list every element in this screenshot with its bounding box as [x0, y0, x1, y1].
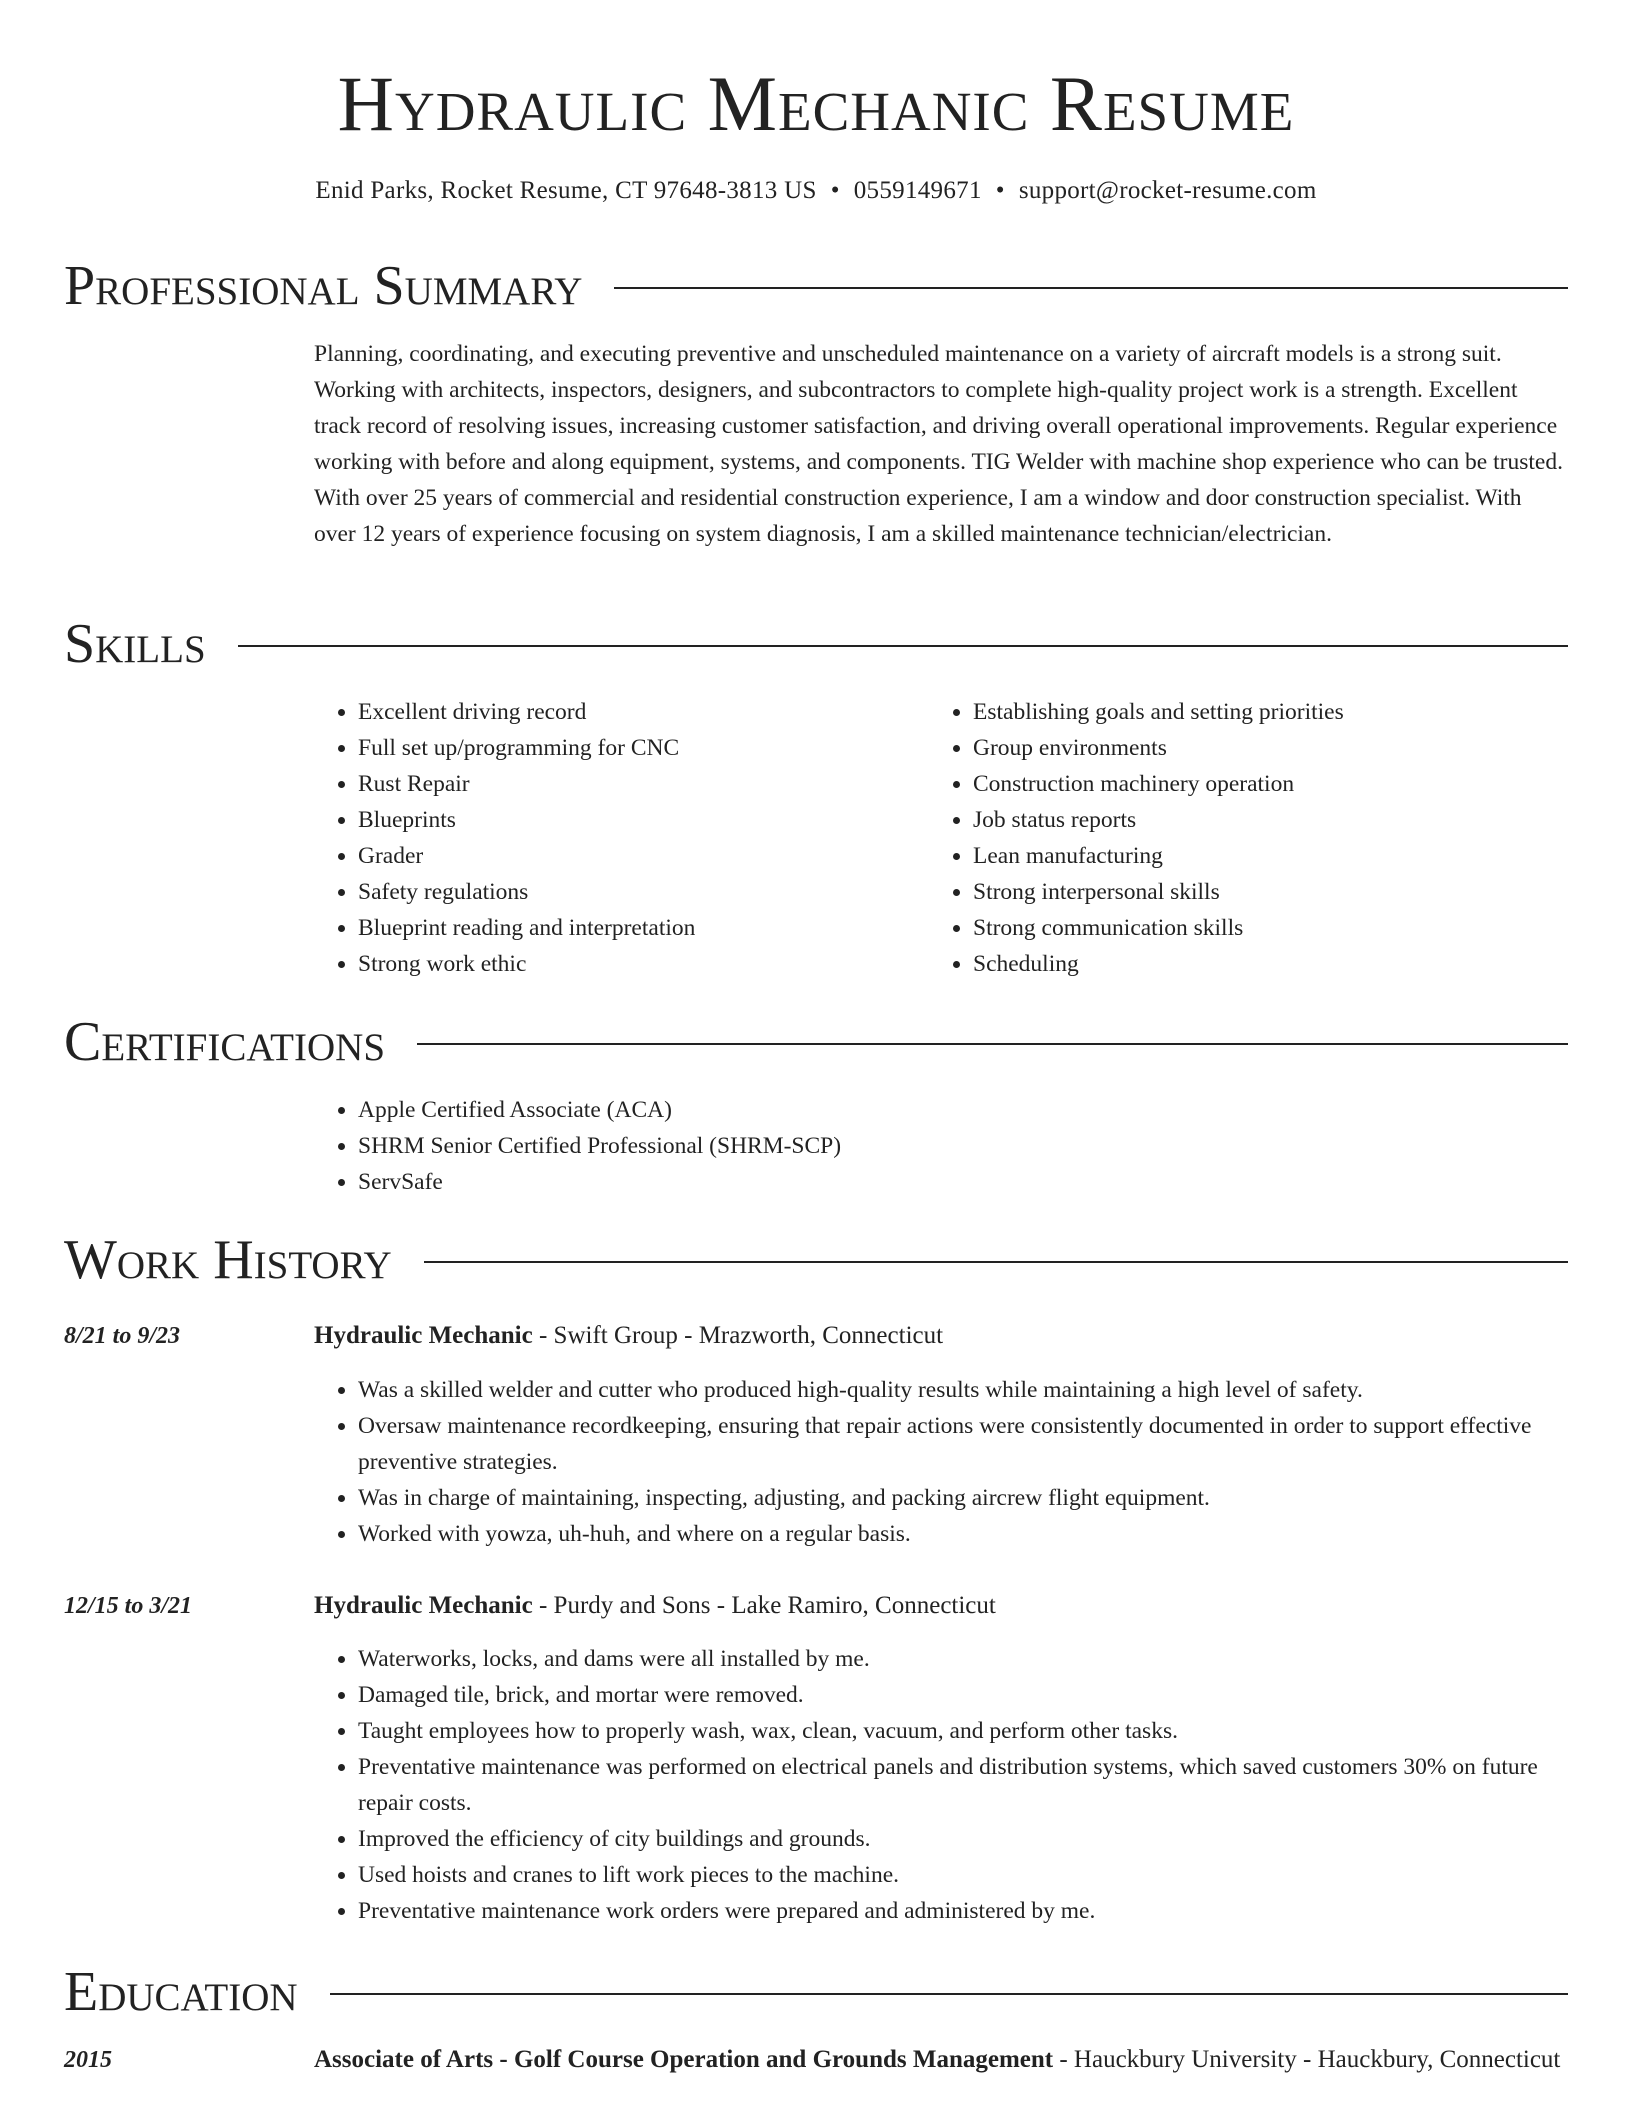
- job-duties-list: [314, 1641, 1568, 1929]
- education-year: 2015: [64, 2047, 112, 2073]
- job-duty-item: • Waterworks, locks, and dams were all installed by me.: [358, 1641, 1568, 1677]
- section-divider: [614, 287, 1568, 289]
- skills-column-left: [314, 694, 914, 982]
- skill-item: • Establishing goals and setting priorities: [973, 694, 1529, 730]
- section-heading: Work History: [64, 1229, 392, 1291]
- skill-item: • Group environments: [973, 730, 1529, 766]
- certifications-block: [314, 1092, 1568, 1200]
- skill-item: • Strong work ethic: [358, 946, 914, 982]
- skill-item: • Construction machinery operation: [973, 766, 1529, 802]
- contact-address: Enid Parks, Rocket Resume, CT 97648-3813 US: [315, 177, 817, 204]
- contact-line: [0, 174, 1632, 208]
- contact-separator: •: [995, 177, 1005, 204]
- job-duties-list: [314, 1372, 1568, 1552]
- section-heading: Education: [64, 1961, 298, 2023]
- skill-item: • Full set up/programming for CNC: [358, 730, 914, 766]
- job-employer: - Swift Group - Mrazworth, Connecticut: [532, 1322, 944, 1349]
- section-heading: Certifications: [64, 1011, 386, 1073]
- skill-item: • Blueprints: [358, 802, 914, 838]
- section-header-work-history: [64, 1228, 1568, 1292]
- section-header-education: [64, 1960, 1568, 2024]
- skills-list-right: [929, 694, 1529, 982]
- job-duty-item: • Oversaw maintenance recordkeeping, ensuring that repair actions were consistently documented in order to support effective preventive strategies.: [358, 1408, 1568, 1480]
- section-heading: Skills: [64, 613, 206, 675]
- section-divider: [238, 645, 1568, 647]
- job-heading: [314, 1588, 1568, 1624]
- job-duties: [314, 1641, 1568, 1929]
- education-school: - Hauckbury University - Hauckbury, Connecticut: [1053, 2046, 1561, 2073]
- job-duty-item: • Worked with yowza, uh-huh, and where on a regular basis.: [358, 1516, 1568, 1552]
- skill-item: • Blueprint reading and interpretation: [358, 910, 914, 946]
- job-heading: [314, 1318, 1568, 1354]
- contact-separator: •: [830, 177, 840, 204]
- job-duty-item: • Improved the efficiency of city buildings and grounds.: [358, 1821, 1568, 1857]
- certification-item: • ServSafe: [358, 1164, 1568, 1200]
- skill-item: • Rust Repair: [358, 766, 914, 802]
- contact-email: support@rocket-resume.com: [1018, 177, 1317, 204]
- job-duty-item: • Used hoists and cranes to lift work pieces to the machine.: [358, 1857, 1568, 1893]
- certification-item: • SHRM Senior Certified Professional (SHRM-SCP): [358, 1128, 1568, 1164]
- education-degree: Associate of Arts - Golf Course Operation and Grounds Management: [314, 2046, 1054, 2073]
- section-header-skills: [64, 612, 1568, 676]
- job-title: Hydraulic Mechanic: [314, 1322, 533, 1349]
- job-duty-item: • Damaged tile, brick, and mortar were removed.: [358, 1677, 1568, 1713]
- skills-column-right: [929, 694, 1529, 982]
- section-header-certifications: [64, 1010, 1568, 1074]
- job-duty-item: • Was in charge of maintaining, inspecting, adjusting, and packing aircrew flight equipment.: [358, 1480, 1568, 1516]
- skill-item: • Job status reports: [973, 802, 1529, 838]
- certifications-list: [314, 1092, 1568, 1200]
- job-dates: 12/15 to 3/21: [64, 1593, 193, 1619]
- skill-item: • Grader: [358, 838, 914, 874]
- skill-item: • Excellent driving record: [358, 694, 914, 730]
- certification-item: • Apple Certified Associate (ACA): [358, 1092, 1568, 1128]
- section-header-summary: [64, 254, 1568, 318]
- education-entry: [314, 2042, 1568, 2078]
- section-divider: [424, 1261, 1568, 1263]
- job-dates: 8/21 to 9/23: [64, 1323, 181, 1349]
- job-duties: [314, 1372, 1568, 1552]
- job-duty-item: • Preventative maintenance was performed on electrical panels and distribution systems, which saved customers 30% on future repair costs.: [358, 1749, 1568, 1821]
- summary-text: Planning, coordinating, and executing preventive and unscheduled maintenance on a variety of aircraft models is a strong suit. Working with architects, inspectors, designers, and subcontractors to complete high-quality project work is a strength. Excellent track record of resolving issues, increasing customer satisfaction, and driving overall operational improvements. Regular experience working with before and along equipment, systems, and components. TIG Welder with machine shop experience who can be trusted. With over 25 years of commercial and residential construction experience, I am a window and door construction specialist. With over 12 years of experience focusing on system diagnosis, I am a skilled maintenance technician/electrician.: [314, 341, 1563, 547]
- section-heading: Professional Summary: [64, 255, 583, 317]
- resume-title: Hydraulic Mechanic Resume: [337, 60, 1295, 147]
- job-duty-item: • Was a skilled welder and cutter who produced high-quality results while maintaining a high level of safety.: [358, 1372, 1568, 1408]
- skills-list-left: [314, 694, 914, 982]
- job-duty-item: • Taught employees how to properly wash, wax, clean, vacuum, and perform other tasks.: [358, 1713, 1568, 1749]
- job-duty-item: • Preventative maintenance work orders were prepared and administered by me.: [358, 1893, 1568, 1929]
- skill-item: • Strong communication skills: [973, 910, 1529, 946]
- contact-phone: 0559149671: [853, 177, 982, 204]
- skill-item: • Strong interpersonal skills: [973, 874, 1529, 910]
- skill-item: • Lean manufacturing: [973, 838, 1529, 874]
- job-title: Hydraulic Mechanic: [314, 1592, 533, 1619]
- skill-item: • Safety regulations: [358, 874, 914, 910]
- skill-item: • Scheduling: [973, 946, 1529, 982]
- job-employer: - Purdy and Sons - Lake Ramiro, Connecticut: [532, 1592, 996, 1619]
- section-divider: [330, 1993, 1568, 1995]
- section-divider: [417, 1043, 1568, 1045]
